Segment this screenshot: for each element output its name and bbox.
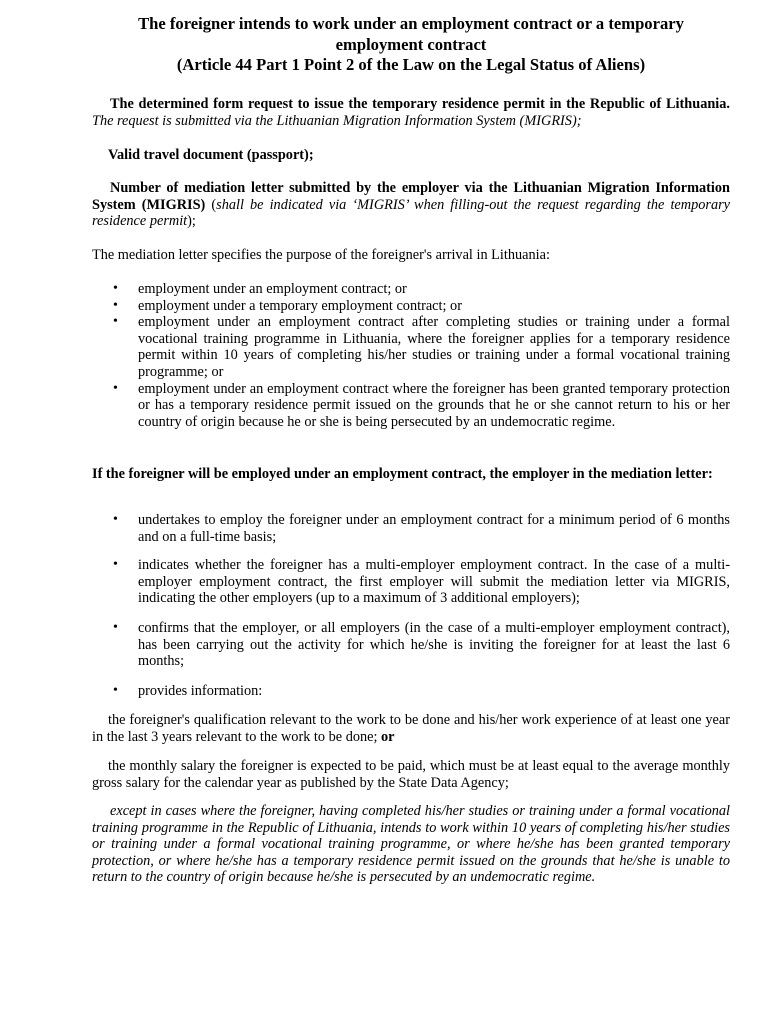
title-line-3: (Article 44 Part 1 Point 2 of the Law on the Legal Status of Aliens) [176, 55, 646, 74]
mediation-number-italic: shall be indicated via ‘MIGRIS’ when filling-out the request regarding the temporary residence permit [92, 196, 731, 230]
list-item: • indicates whether the foreigner has a multi-employer employment contract. In the case of a multi-employer employment contract, the first employer will submit the mediation letter via MIGRIS, indicating the other employers (up to a maximum of 3 additional employers); [113, 557, 730, 607]
bullet-icon: • [113, 557, 118, 572]
employer-list-item-4 [92, 683, 730, 700]
list-item: • employment under an employment contract where the foreigner has been granted temporary protection or has a temporary residence permit issued on the grounds that he or she cannot return to his or her country of origin because he or she is being persecuted by an undemocratic regime. [113, 380, 730, 430]
exception-paragraph: except in cases where the foreigner, having completed his/her studies or training under a formal vocational training programme in the Republic of Lithuania, intends to work within 10 years of completing his/her studies or training under a formal vocational training programme, or where he/she has been granted temporary protection, or where he/she has a temporary residence permit issued on the grounds that he/she is unable to return to the country of origin because he/she is persecuted by an undemocratic regime. [92, 803, 730, 886]
mediation-number-open: ( [205, 196, 217, 213]
bullet-icon: • [113, 380, 118, 396]
list-item: • confirms that the employer, or all employers (in the case of a multi-employer employment contract), has been carrying out the activity for which he/she is inviting the foreigner for at least the last 6 months; [113, 620, 730, 670]
employer-list-item-2 [92, 557, 730, 607]
list-item: • employment under an employment contract; or [113, 281, 407, 297]
employer-list-item-1 [92, 512, 730, 545]
travel-document-paragraph: Valid travel document (passport); [108, 147, 314, 163]
mediation-number-close: ); [187, 213, 196, 230]
list-item: • provides information: [113, 683, 263, 699]
request-paragraph [92, 96, 730, 129]
request-italic: The request is submitted via the Lithuanian Migration Information System (MIGRIS); [92, 112, 582, 129]
bullet-icon: • [113, 297, 118, 313]
qualification-text: the foreigner's qualification relevant to the work to be done and his/her work experience of at least one year in the last 3 years relevant to the work to be done; [92, 712, 730, 745]
bullet-icon: • [113, 281, 118, 296]
purpose-intro: The mediation letter specifies the purpose of the foreigner's arrival in Lithuania: [92, 247, 550, 263]
employer-list-item-3 [92, 620, 730, 670]
list-item: • undertakes to employ the foreigner under an employment contract for a minimum period of 6 months and on a full-time basis; [113, 512, 730, 545]
employer-heading: If the foreigner will be employed under an employment contract, the employer in the mediation letter: [92, 466, 713, 482]
bullet-icon: • [113, 620, 118, 635]
bullet-icon: • [113, 314, 118, 330]
list-item: • employment under a temporary employment contract; or [113, 297, 462, 314]
mediation-number-bold: Number of mediation letter submitted by the employer via the Lithuanian Migration Information System (MIGRIS) [92, 180, 730, 213]
qualification-paragraph [92, 712, 730, 745]
title-line-2: employment contract [335, 34, 487, 54]
salary-paragraph: the monthly salary the foreigner is expected to be paid, which must be at least equal to the average monthly gross salary for the calendar year as published by the State Data Agency; [92, 758, 730, 791]
list-item: • employment under an employment contract after completing studies or training under a formal vocational training programme in Lithuania, where the foreigner applies for a temporary residence permit within 10 years of completing his/her studies or training under a formal vocational training programme; or [113, 314, 730, 380]
mediation-number-paragraph [92, 180, 730, 230]
bullet-icon: • [113, 512, 118, 527]
document-title [92, 14, 730, 76]
bullet-icon: • [113, 683, 118, 698]
request-bold: The determined form request to issue the temporary residence permit in the Republic of Lithuania. [110, 96, 730, 112]
purpose-list [92, 281, 730, 430]
qualification-or: or [381, 728, 395, 745]
title-line-1: The foreigner intends to work under an employment contract or a temporary [138, 14, 684, 33]
